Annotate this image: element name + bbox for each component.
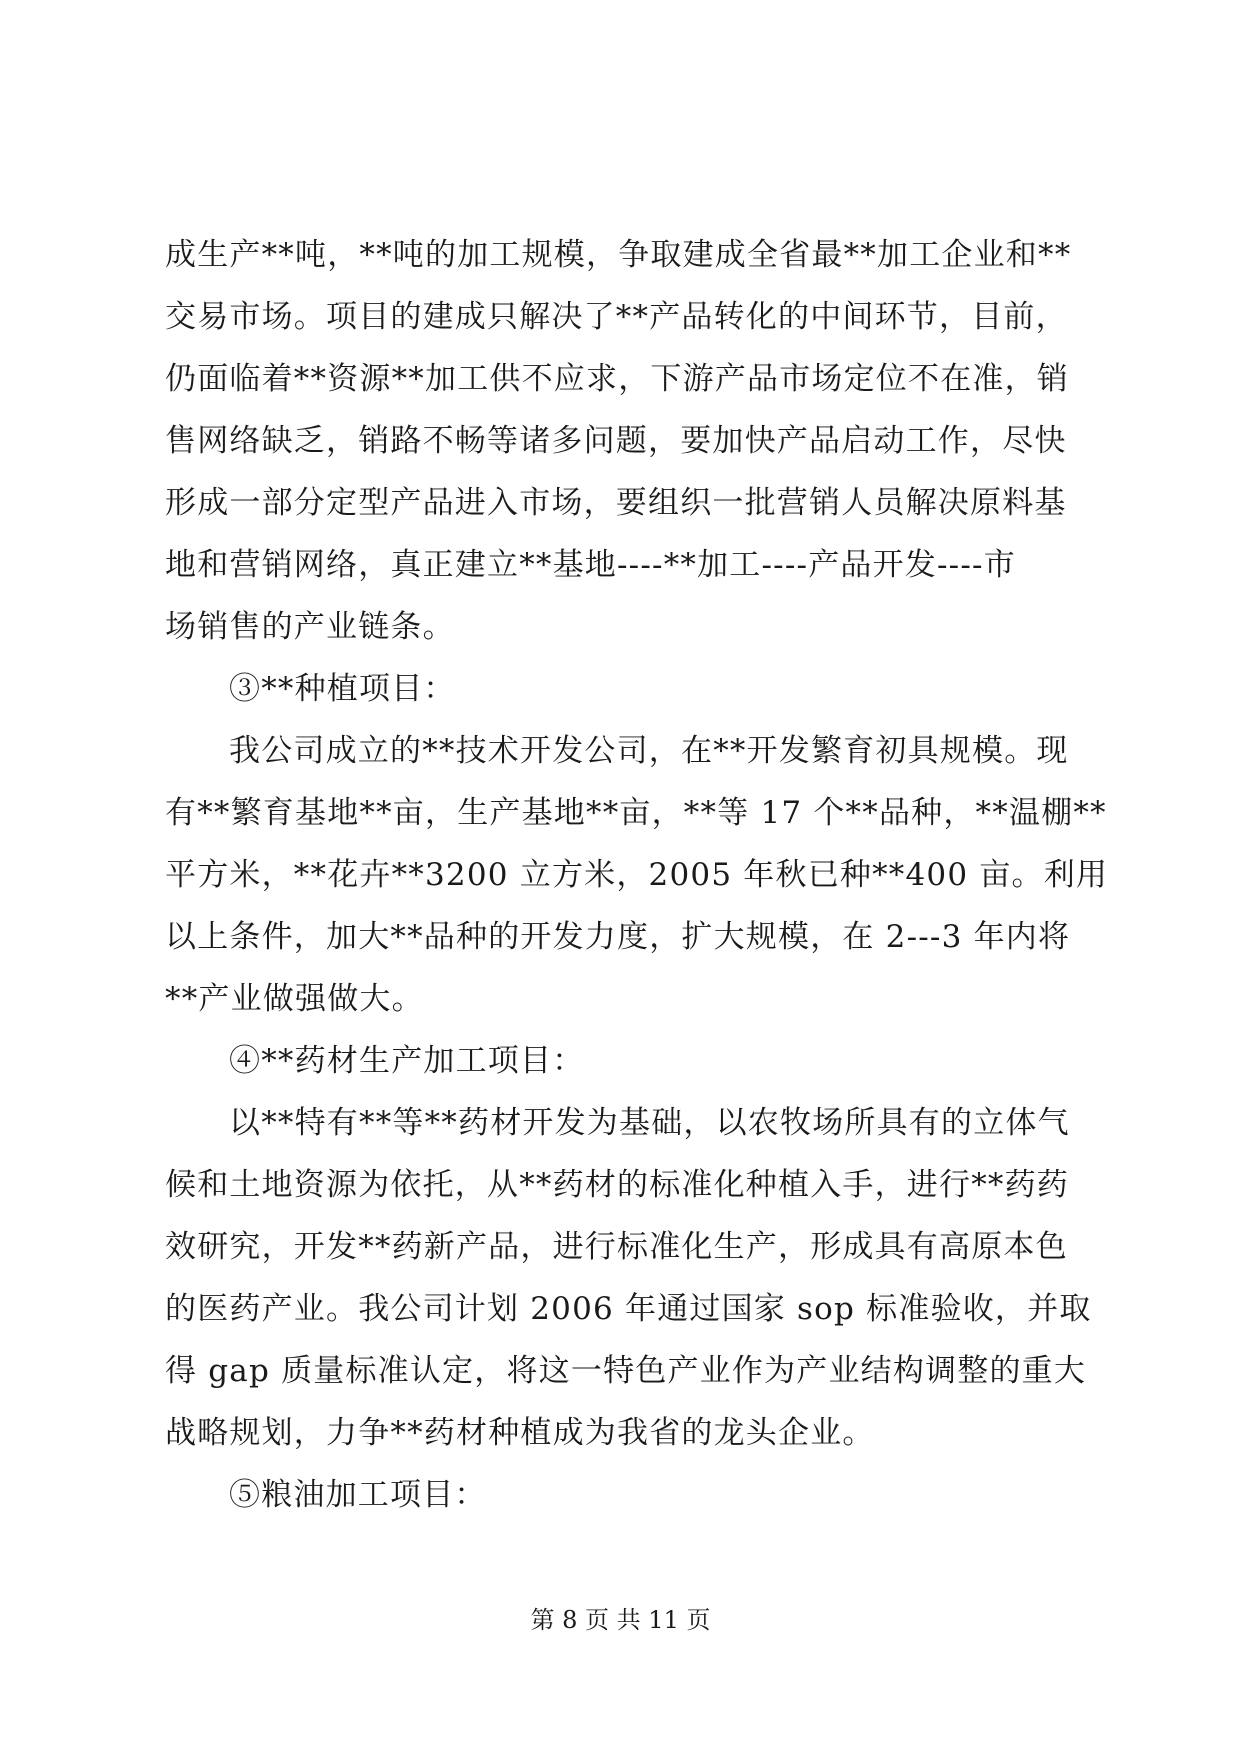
text-line: 售网络缺乏，销路不畅等诸多问题，要加快产品启动工作，尽快 — [165, 423, 1067, 459]
section-heading: ③**种植项目： — [229, 671, 456, 707]
text-line: **产业做强做大。 — [165, 981, 424, 1017]
text-line: 地和营销网络，真正建立**基地----**加工----产品开发----市 — [165, 547, 1016, 583]
text-line: 战略规划，力争**药材种植成为我省的龙头企业。 — [165, 1415, 875, 1451]
text-line: 候和土地资源为依托，从**药材的标准化种植入手，进行**药药 — [165, 1167, 1069, 1203]
page-number-footer: 第 8 页 共 11 页 — [530, 1606, 711, 1634]
section-heading: ⑤粮油加工项目： — [229, 1477, 487, 1513]
text-line: 得 gap 质量标准认定，将这一特色产业作为产业结构调整的重大 — [165, 1353, 1087, 1389]
text-line: 交易市场。项目的建成只解决了**产品转化的中间环节，目前， — [165, 299, 1068, 335]
text-line: 形成一部分定型产品进入市场，要组织一批营销人员解决原料基 — [165, 485, 1067, 521]
text-line: 以**特有**等**药材开发为基础，以农牧场所具有的立体气 — [229, 1105, 1070, 1141]
text-line: 场销售的产业链条。 — [165, 609, 455, 645]
body-text — [165, 224, 1109, 1526]
text-line: 仍面临着**资源**加工供不应求，下游产品市场定位不在准，销 — [165, 361, 1069, 397]
text-line: 平方米，**花卉**3200 立方米，2005 年秋已种**400 亩。利用 — [165, 857, 1109, 893]
section-heading: ④**药材生产加工项目： — [229, 1043, 585, 1079]
text-line: 效研究，开发**药新产品，进行标准化生产，形成具有高原本色 — [165, 1229, 1068, 1265]
text-line: 我公司成立的**技术开发公司，在**开发繁育初具规模。现 — [229, 733, 1069, 769]
text-line: 成生产**吨，**吨的加工规模，争取建成全省最**加工企业和** — [165, 237, 1072, 273]
text-line: 以上条件，加大**品种的开发力度，扩大规模，在 2---3 年内将 — [165, 919, 1071, 955]
text-line: 有**繁育基地**亩，生产基地**亩，**等 17 个**品种，**温棚** — [165, 795, 1107, 831]
text-line: 的医药产业。我公司计划 2006 年通过国家 sop 标准验收，并取 — [165, 1291, 1092, 1327]
